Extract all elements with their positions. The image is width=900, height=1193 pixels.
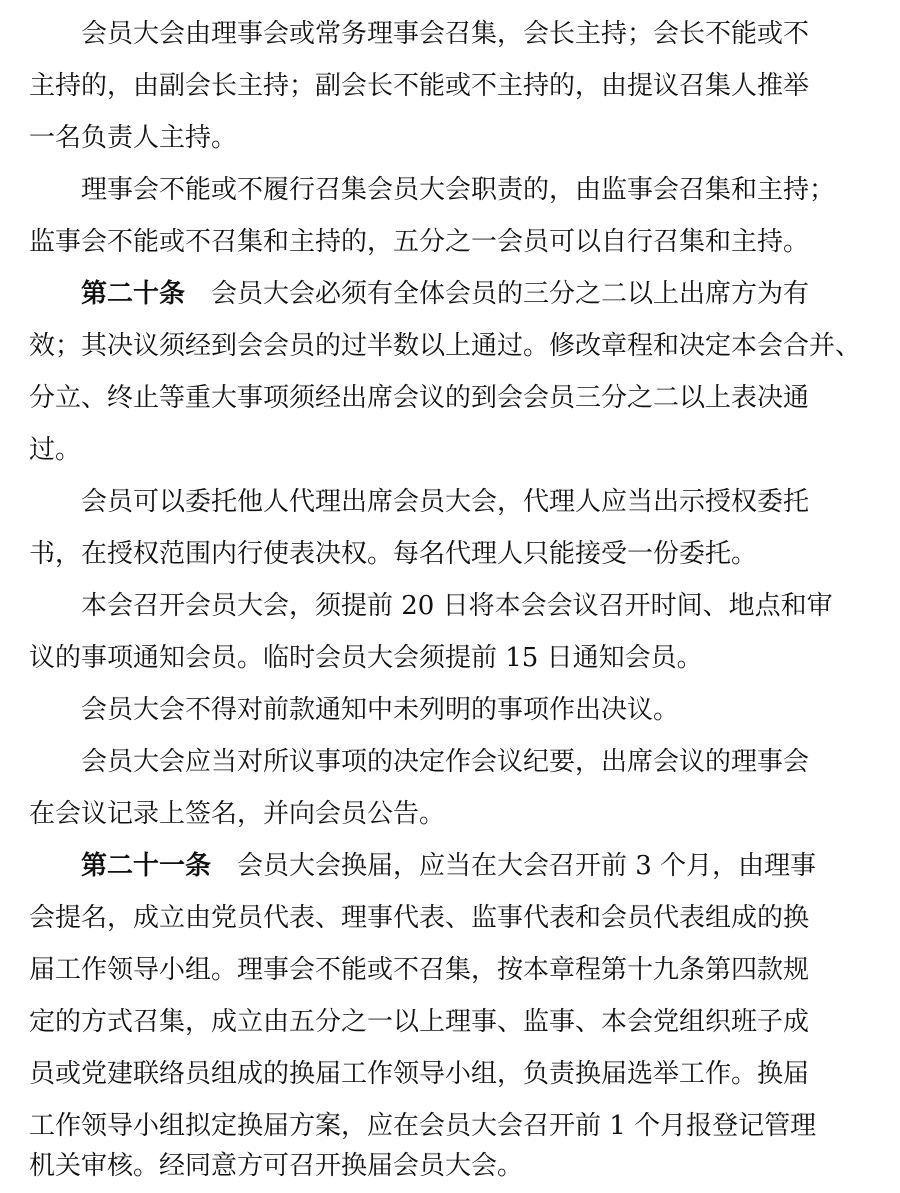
text-line [0,1106,900,1146]
line-text: 会员大会必须有全体会员的三分之二以上出席方为有 [211,279,810,309]
text-line [0,1002,900,1042]
line-text: 监事会不能或不召集和主持的，五分之一会员可以自行召集和主持。 [29,227,810,257]
line-text: 会员大会应当对所议事项的决定作会议纪要，出席会议的理事会 [81,747,810,777]
line-text: 会员大会不得对前款通知中未列明的事项作出决议。 [81,695,680,725]
line-text: 定的方式召集，成立由五分之一以上理事、监事、本会党组织班子成 [29,1007,810,1037]
text-line [0,482,900,522]
line-text: 会员可以委托他人代理出席会员大会，代理人应当出示授权委托 [81,487,810,517]
line-text: 会提名，成立由党员代表、理事代表、监事代表和会员代表组成的换 [29,903,810,933]
line-text: 机关审核。经同意方可召开换届会员大会。 [29,1151,524,1181]
text-line [0,690,900,730]
text-line [0,118,900,158]
text-line [0,950,900,990]
line-text: 届工作领导小组。理事会不能或不召集，按本章程第十九条第四款规 [29,955,810,985]
text-line [0,378,900,418]
line-text: 议的事项通知会员。临时会员大会须提前 15 日通知会员。 [29,643,703,673]
text-line [0,586,900,626]
text-line [0,14,900,54]
line-text: 会员大会由理事会或常务理事会召集，会长主持；会长不能或不 [81,19,810,49]
line-text: 员或党建联络员组成的换届工作领导小组，负责换届选举工作。换届 [29,1059,810,1089]
text-line [0,846,900,886]
line-text: 工作领导小组拟定换届方案，应在会员大会召开前 1 个月报登记管理 [29,1111,817,1141]
line-text: 会员大会换届，应当在大会召开前 3 个月，由理事 [237,851,817,881]
text-line [0,794,900,834]
article-number: 第二十条 [81,279,186,309]
text-line [0,170,900,210]
text-line [0,274,900,314]
text-line [0,326,900,366]
line-text: 书，在授权范围内行使表决权。每名代理人只能接受一份委托。 [29,539,758,569]
line-text: 本会召开会员大会，须提前 20 日将本会会议召开时间、地点和审 [81,591,833,621]
line-text: 在会议记录上签名，并向会员公告。 [29,799,446,829]
article-number: 第二十一条 [81,851,212,881]
line-text: 分立、终止等重大事项须经出席会议的到会会员三分之二以上表决通 [29,383,810,413]
text-line [0,1054,900,1094]
text-line [0,222,900,262]
line-text: 理事会不能或不履行召集会员大会职责的，由监事会召集和主持； [81,175,836,205]
text-line [0,742,900,782]
text-line [0,898,900,938]
line-text: 过。 [29,435,82,465]
text-line [0,638,900,678]
line-text: 效；其决议须经到会会员的过半数以上通过。修改章程和决定本会合并、 [29,331,862,361]
text-line [0,66,900,106]
line-text: 一名负责人主持。 [29,123,238,153]
line-text: 主持的，由副会长主持；副会长不能或不主持的，由提议召集人推举 [29,71,810,101]
text-line [0,430,900,470]
text-line [0,1146,900,1186]
text-line [0,534,900,574]
